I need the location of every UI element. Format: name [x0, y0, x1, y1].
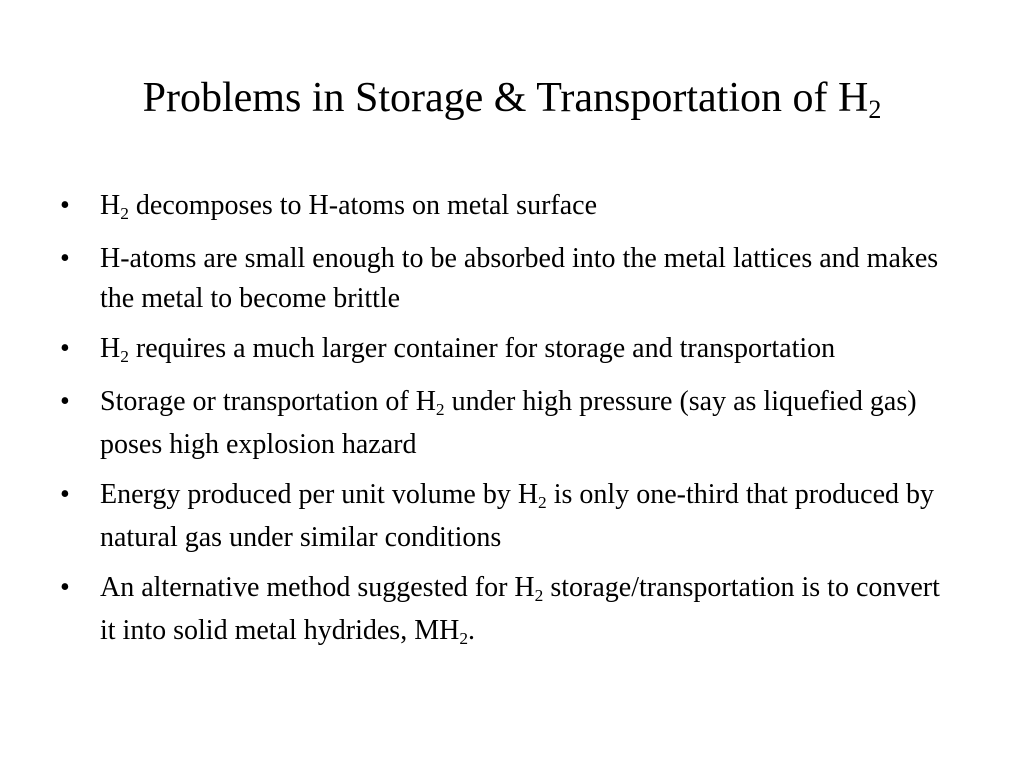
subscript: 2: [538, 492, 547, 512]
bullet-text: under high pressure (say as liquefied gas) poses high explosion hazard: [100, 386, 917, 460]
bullet-text: Storage or transportation of H: [100, 386, 436, 417]
bullet-item: [56, 475, 956, 558]
subscript: 2: [120, 203, 129, 223]
bullet-item: [56, 239, 956, 319]
bullet-text: storage/transportation is to convert it into solid metal hydrides, MH: [100, 572, 940, 646]
bullet-item: [56, 382, 956, 465]
subscript: 2: [534, 585, 544, 605]
bullet-icon: •: [60, 479, 70, 510]
bullet-icon: •: [60, 572, 70, 603]
bullet-item: [56, 329, 956, 372]
bullet-item: [56, 568, 956, 654]
bullet-list: [56, 186, 956, 664]
bullet-text: .: [468, 615, 475, 646]
bullet-icon: •: [60, 243, 70, 274]
slide-title-subscript: 2: [868, 95, 882, 125]
bullet-text: decomposes to H-atoms on metal surface: [128, 190, 598, 221]
bullet-text: H-atoms are small enough to be absorbed into the metal lattices and makes the metal to become brittle: [100, 243, 939, 314]
subscript: 2: [120, 346, 129, 366]
bullet-item: [56, 186, 956, 229]
bullet-text: H: [100, 190, 121, 221]
subscript: 2: [435, 399, 445, 419]
bullet-text: H: [100, 333, 121, 364]
bullet-icon: •: [60, 386, 70, 417]
bullet-text: An alternative method suggested for H: [100, 572, 535, 603]
subscript: 2: [459, 628, 468, 648]
slide-title-text: Problems in Storage & Transportation of H: [142, 75, 869, 121]
bullet-text: is only one-third that produced by natural gas under similar conditions: [100, 479, 934, 553]
bullet-icon: •: [60, 190, 70, 221]
bullet-text: requires a much larger container for storage and transportation: [128, 333, 836, 364]
bullet-icon: •: [60, 333, 70, 364]
slide-title: [0, 70, 1024, 131]
bullet-text: Energy produced per unit volume by H: [100, 479, 539, 510]
